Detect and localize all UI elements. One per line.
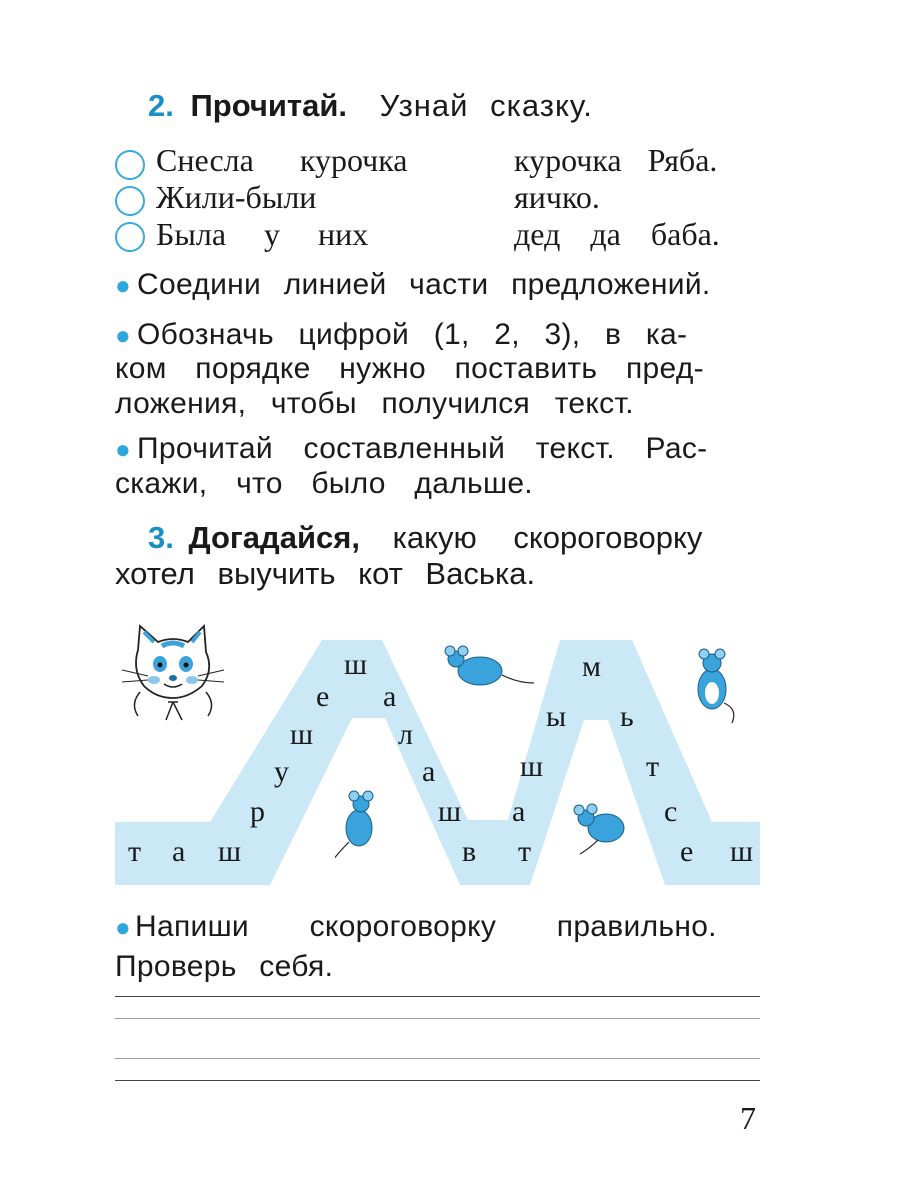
letter-21: с: [664, 795, 678, 828]
bullet-connect: ● Соедини линией части предложений.: [115, 268, 711, 301]
letter-22: е: [680, 835, 694, 868]
bullet-order-l1: ● Обозначь цифрой (1, 2, 3), в ка-: [115, 318, 688, 351]
letter-18: м: [582, 650, 601, 683]
answer-circle-2[interactable]: [115, 186, 145, 216]
mouse-illustration-icon: [438, 643, 538, 693]
task2-header: [148, 88, 593, 124]
task3-title: Догадайся,: [188, 520, 360, 555]
letter-16: ш: [520, 750, 544, 783]
letter-9: а: [383, 680, 397, 713]
bullet-write-l2: Проверь себя.: [115, 950, 334, 983]
letter-5: у: [274, 755, 289, 788]
task3-number: 3.: [148, 520, 174, 555]
bullet-read-l2: скажи, что было дальше.: [115, 467, 533, 500]
letter-3: ш: [218, 835, 242, 868]
letter-1: т: [128, 835, 142, 868]
task3-text-l1: какую скороговорку: [392, 520, 703, 555]
page-number: 7: [740, 1100, 756, 1136]
bullet-order-l3: ложения, чтобы получился текст.: [115, 387, 634, 420]
row2-right: яичко.: [514, 179, 600, 215]
answer-circle-3[interactable]: [115, 222, 145, 252]
bullet-icon: ●: [115, 912, 132, 942]
writing-line[interactable]: [115, 1080, 760, 1081]
letter-11: а: [422, 755, 436, 788]
cat-illustration-icon: [118, 620, 228, 730]
letter-10: л: [398, 718, 413, 751]
letter-17: ы: [546, 700, 567, 733]
letter-6: ш: [290, 718, 314, 751]
mouse-illustration-icon: [690, 645, 745, 725]
row2-left: Жили-были: [156, 179, 317, 215]
letter-19: ь: [620, 700, 634, 733]
task2-number: 2.: [148, 88, 174, 123]
task2-subtitle: Узнай сказку.: [379, 88, 593, 123]
bullet-icon: ●: [115, 270, 132, 300]
letter-4: р: [250, 795, 265, 828]
letter-13: в: [462, 835, 477, 868]
bullet-icon: ●: [115, 320, 132, 350]
bullet-read-l1: ● Прочитай составленный текст. Рас-: [115, 432, 708, 465]
row1-right: курочка Ряба.: [514, 142, 718, 178]
row3-left: Была у них: [156, 216, 369, 252]
letter-14: т: [518, 835, 532, 868]
letter-15: а: [512, 795, 526, 828]
letter-20: т: [646, 750, 660, 783]
bullet-write-l1: ● Напиши скороговорку правильно.: [115, 910, 717, 943]
writing-line[interactable]: [115, 1018, 760, 1019]
writing-line[interactable]: [115, 996, 760, 997]
task3-text-l2: хотел выучить кот Васька.: [115, 556, 536, 591]
letter-8: ш: [344, 648, 368, 681]
letter-2: а: [172, 835, 186, 868]
letter-23: ш: [730, 835, 754, 868]
bullet-order-l2: ком порядке нужно поставить пред-: [115, 352, 704, 385]
task3-header: [148, 520, 702, 556]
row1-left: Снесла курочка: [156, 142, 408, 178]
answer-circle-1[interactable]: [115, 150, 145, 180]
task2-title: Прочитай.: [190, 88, 348, 123]
writing-line[interactable]: [115, 1058, 760, 1059]
bullet-icon: ●: [115, 434, 132, 464]
mouse-illustration-icon: [568, 800, 633, 855]
mouse-illustration-icon: [335, 790, 385, 865]
letter-7: е: [316, 680, 330, 713]
row3-right: дед да баба.: [514, 216, 720, 252]
letter-12: ш: [438, 795, 462, 828]
